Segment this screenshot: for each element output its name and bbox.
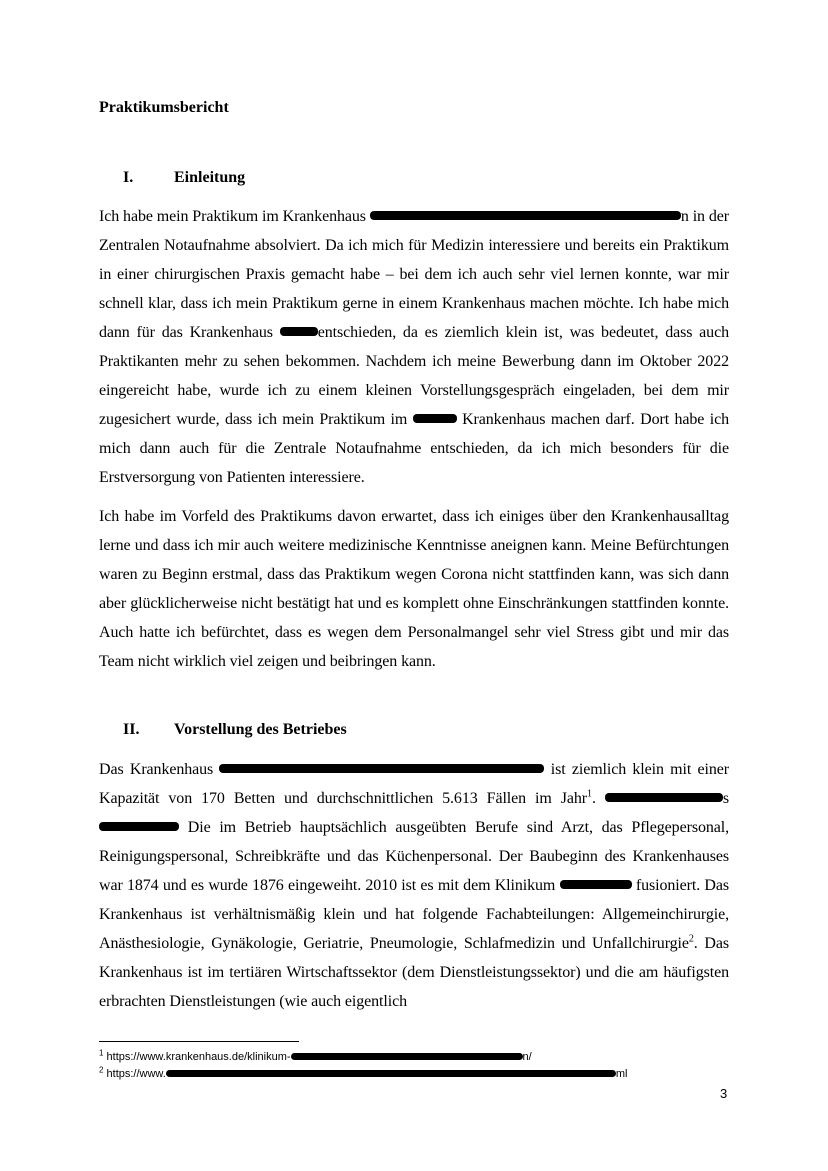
footnote-reference: 1 [587,788,592,800]
section-title: Einleitung [174,169,246,186]
redaction-mark [413,414,457,423]
section-heading-betrieb [123,720,347,740]
redaction-mark [605,793,723,802]
document-title: Praktikumsbericht [99,99,229,116]
section-heading-einleitung [123,168,245,188]
paragraph-einleitung-1: Ich habe mein Praktikum im Krankenhaus n in der Zentralen Notaufnahme absolviert. Da ich mich für Medizin interessiere und bereits ein Praktikum in einer chirurgischen Praxis gemacht habe – bei dem ich auch sehr viel lernen konnte, war mir schnell klar, dass ich mein Praktikum gerne in einem Krankenhaus machen möchte. Ich habe mich dann für das Krankenhaus entschieden, da es ziemlich klein ist, was bedeutet, dass auch Praktikanten mehr zu sehen bekommen. Nachdem ich meine Bewerbung dann im Oktober 2022 eingereicht habe, wurde ich zu einem kleinen Vorstellungsgespräch eingeladen, bei dem mir zugesichert wurde, dass ich mein Praktikum im Krankenhaus machen darf. Dort habe ich mich dann auch für die Zentrale Notaufnahme entschieden, da ich mich besonders für die Erstversorgung von Patienten interessiere. [99,208,730,486]
page-number: 3 [720,1086,728,1101]
redaction-mark [370,211,681,220]
redaction-mark [166,1070,616,1077]
redaction-mark [560,880,632,889]
section-title: Vorstellung des Betriebes [174,721,347,738]
section-number: II. [123,721,140,738]
section-number: I. [123,169,134,186]
paragraph-betrieb-1: Das Krankenhaus ist ziemlich klein mit einer Kapazität von 170 Betten und durchschnittlichen 5.613 Fällen im Jahr$^1$. s Die im Betrieb hauptsächlich ausgeübten Berufe sind Arzt, das Pflegepersonal, Reinigungspersonal, Schreibkräfte und das Küchenpersonal. Der Baubeginn des Krankenhauses war 1874 und es wurde 1876 eingeweiht. 2010 ist es mit dem Klinikum fusioniert. Das Krankenhaus ist verhältnismäßig klein und hat folgende Fachabteilungen: Allgemeinchirurgie, Anästhesiologie, Gynäkologie, Geriatrie, Pneumologie, Schlafmedizin und Unfallchirurgie$^2$. Das Krankenhaus ist im tertiären Wirtschaftssektor (dem Dienstleistungssektor) und die am häufigsten erbrachten Dienstleistungen (wie auch eigentlich [99,761,729,1010]
footnote-divider [99,1041,299,1042]
footnote-2: $^2$ https://www. ml [99,1065,628,1080]
paragraph-einleitung-2: Ich habe im Vorfeld des Praktikums davon erwartet, dass ich einiges über den Krankenhausalltag lerne und dass ich mir auch weitere medizinische Kenntnisse aneignen kann. Meine Befürchtungen waren zu Beginn erstmal, dass das Praktikum wegen Corona nicht stattfinden kann, was sich dann aber glücklicherweise nicht bestätigt hat und es komplett ohne Einschränkungen stattfinden konnte. Auch hatte ich befürchtet, dass es wegen dem Personalmangel sehr viel Stress gibt und mir das Team nicht wirklich viel zeigen und beibringen kann. [99,508,729,670]
redaction-mark [219,764,544,773]
redaction-mark [291,1053,523,1060]
footnote-1: $^1$ https://www.krankenhaus.de/klinikum- n/ [99,1048,532,1063]
footnote-reference: 2 [688,933,694,945]
redaction-mark [280,327,318,336]
redaction-mark [99,822,179,831]
